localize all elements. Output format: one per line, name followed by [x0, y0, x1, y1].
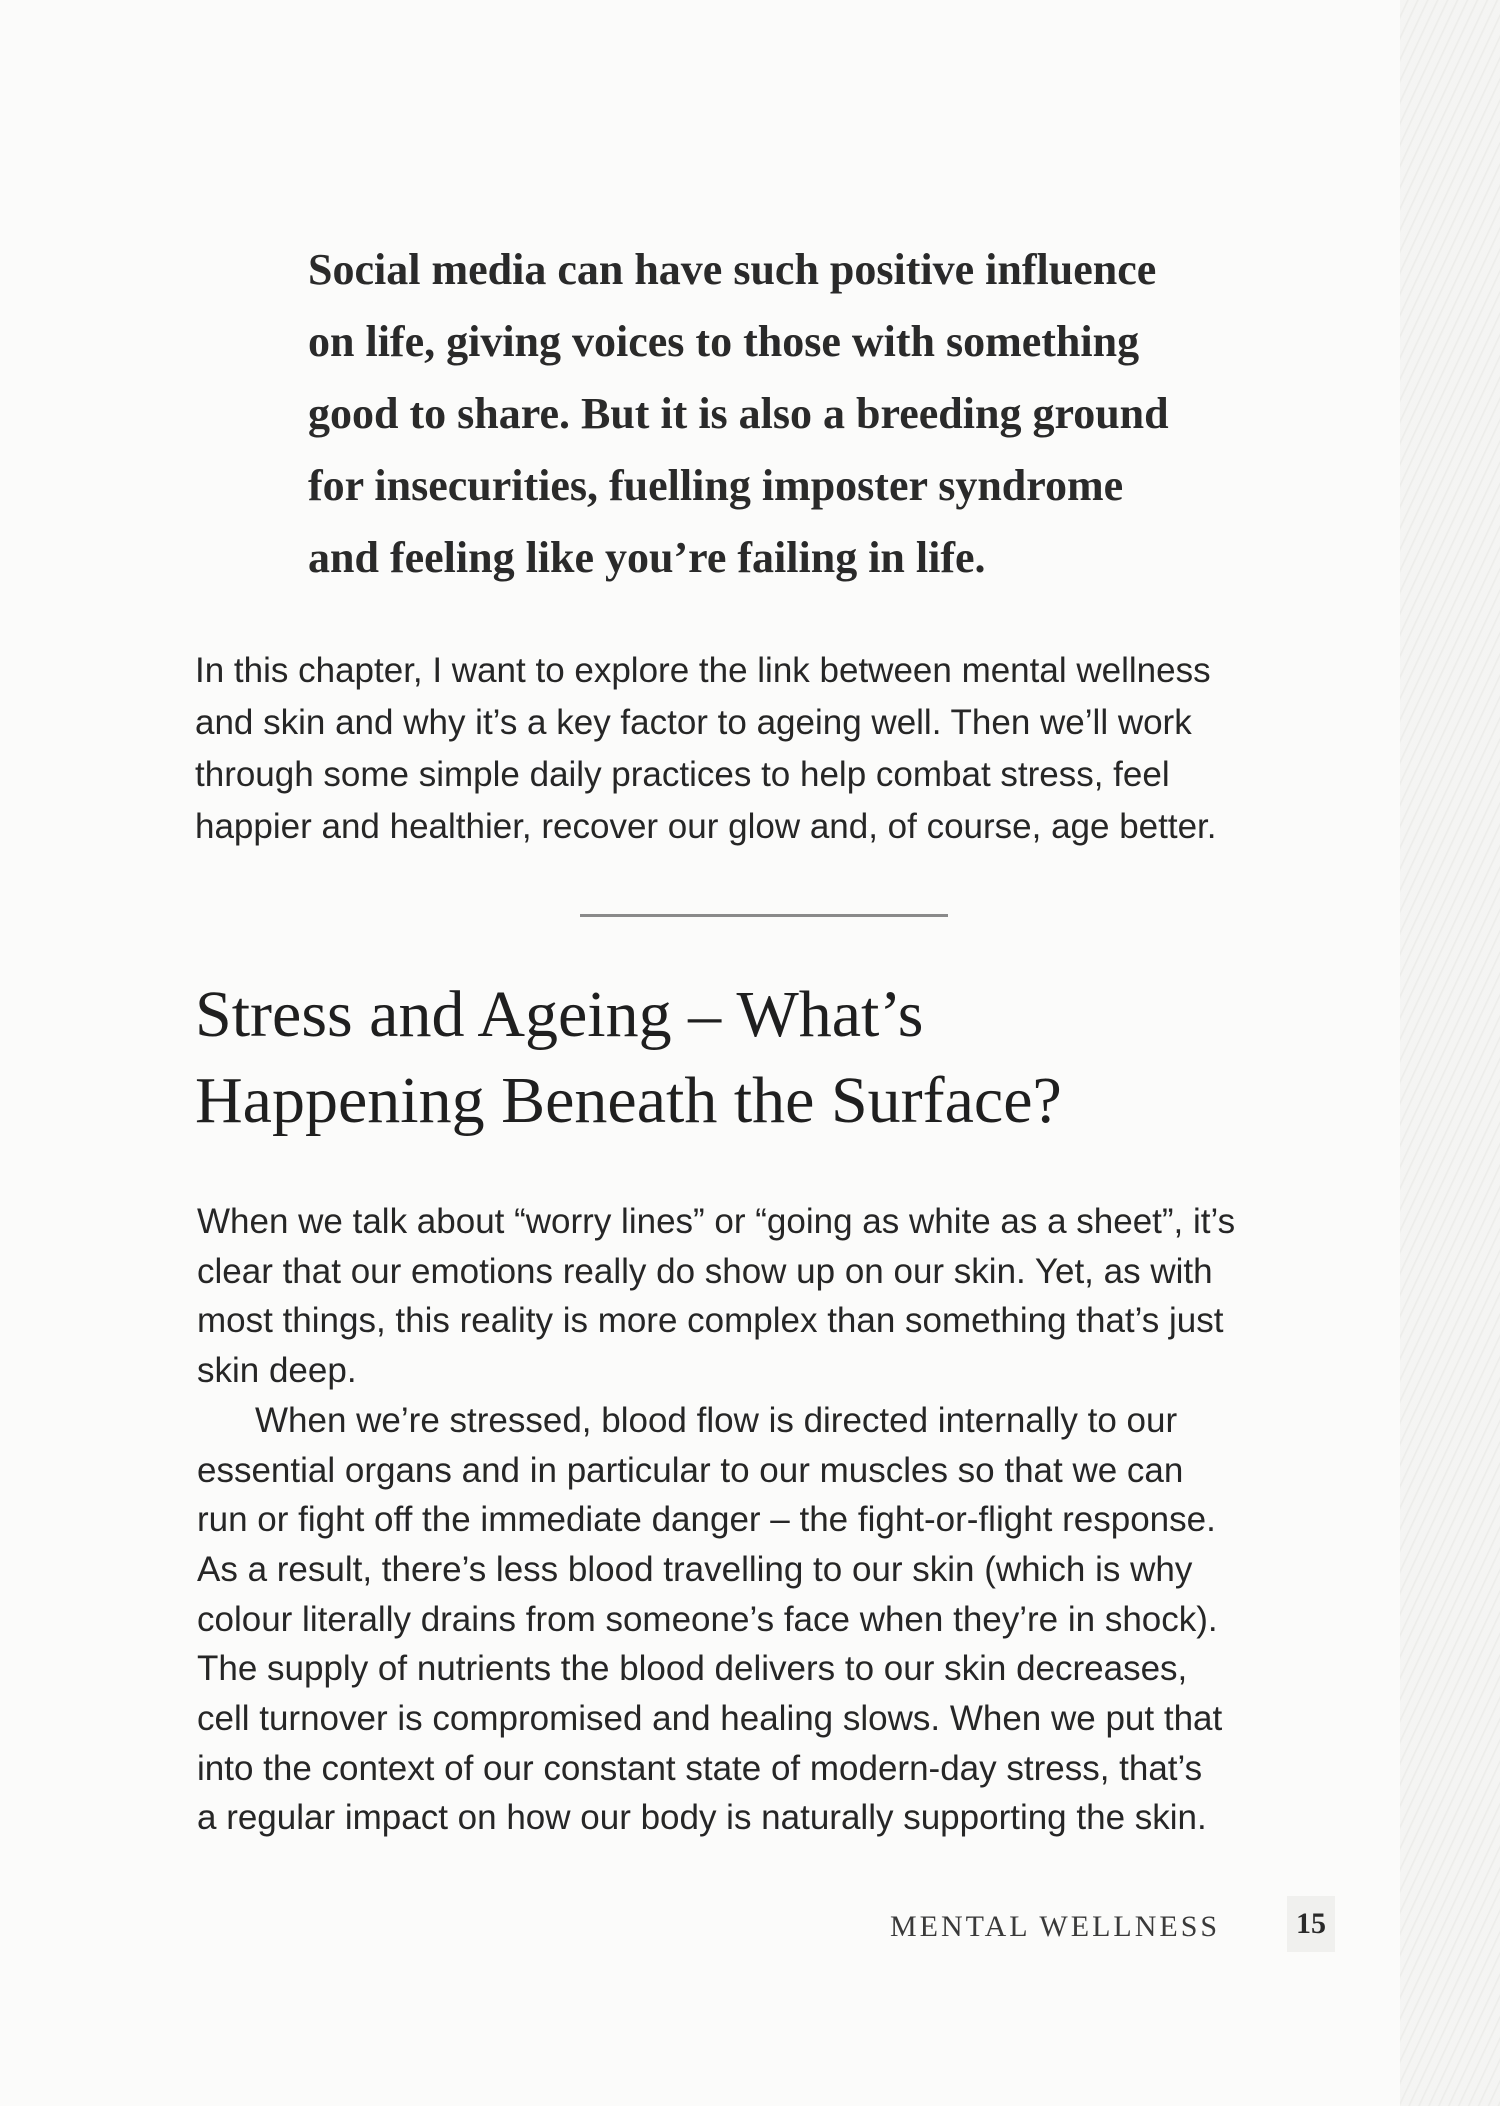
section-heading	[195, 972, 1345, 1144]
body-line: run or fight off the immediate danger – the fight-or-flight response.	[197, 1500, 1216, 1540]
intro-line: and skin and why it’s a key factor to ageing well. Then we’ll work	[195, 703, 1192, 742]
page-number: 15	[1287, 1896, 1335, 1952]
pull-quote-line: and feeling like you’re failing in life.	[308, 533, 986, 582]
section-heading-line: Happening Beneath the Surface?	[195, 1064, 1062, 1137]
body-line: skin deep.	[197, 1351, 357, 1391]
section-divider	[580, 914, 948, 917]
intro-line: In this chapter, I want to explore the link between mental wellness	[195, 651, 1211, 690]
body-line: a regular impact on how our body is naturally supporting the skin.	[197, 1798, 1207, 1838]
body-line: most things, this reality is more complex than something that’s just	[197, 1301, 1224, 1341]
running-head: MENTAL WELLNESS	[890, 1910, 1221, 1943]
page-edge-shadow	[1400, 0, 1500, 2106]
body-line: into the context of our constant state of modern-day stress, that’s	[197, 1748, 1203, 1788]
intro-line: happier and healthier, recover our glow and, of course, age better.	[195, 807, 1217, 846]
intro-line: through some simple daily practices to help combat stress, feel	[195, 755, 1170, 794]
section-body	[197, 1197, 1337, 1843]
body-line: clear that our emotions really do show up on our skin. Yet, as with	[197, 1251, 1213, 1291]
section-heading-line: Stress and Ageing – What’s	[195, 978, 924, 1051]
body-line: colour literally drains from someone’s face when they’re in shock).	[197, 1599, 1218, 1639]
intro-paragraph	[195, 645, 1335, 853]
body-line: The supply of nutrients the blood delivers to our skin decreases,	[197, 1649, 1188, 1689]
body-line: When we’re stressed, blood flow is directed internally to our	[255, 1400, 1178, 1440]
pull-quote-line: Social media can have such positive influence	[308, 245, 1157, 294]
body-line: cell turnover is compromised and healing slows. When we put that	[197, 1699, 1223, 1739]
pull-quote-line: on life, giving voices to those with something	[308, 317, 1140, 366]
pull-quote	[308, 234, 1288, 594]
body-line: When we talk about “worry lines” or “going as white as a sheet”, it’s	[197, 1202, 1236, 1241]
body-line: As a result, there’s less blood travelling to our skin (which is why	[197, 1549, 1193, 1589]
pull-quote-line: for insecurities, fuelling imposter syndrome	[308, 461, 1124, 510]
body-line: essential organs and in particular to our muscles so that we can	[197, 1450, 1184, 1490]
pull-quote-line: good to share. But it is also a breeding ground	[308, 389, 1169, 438]
